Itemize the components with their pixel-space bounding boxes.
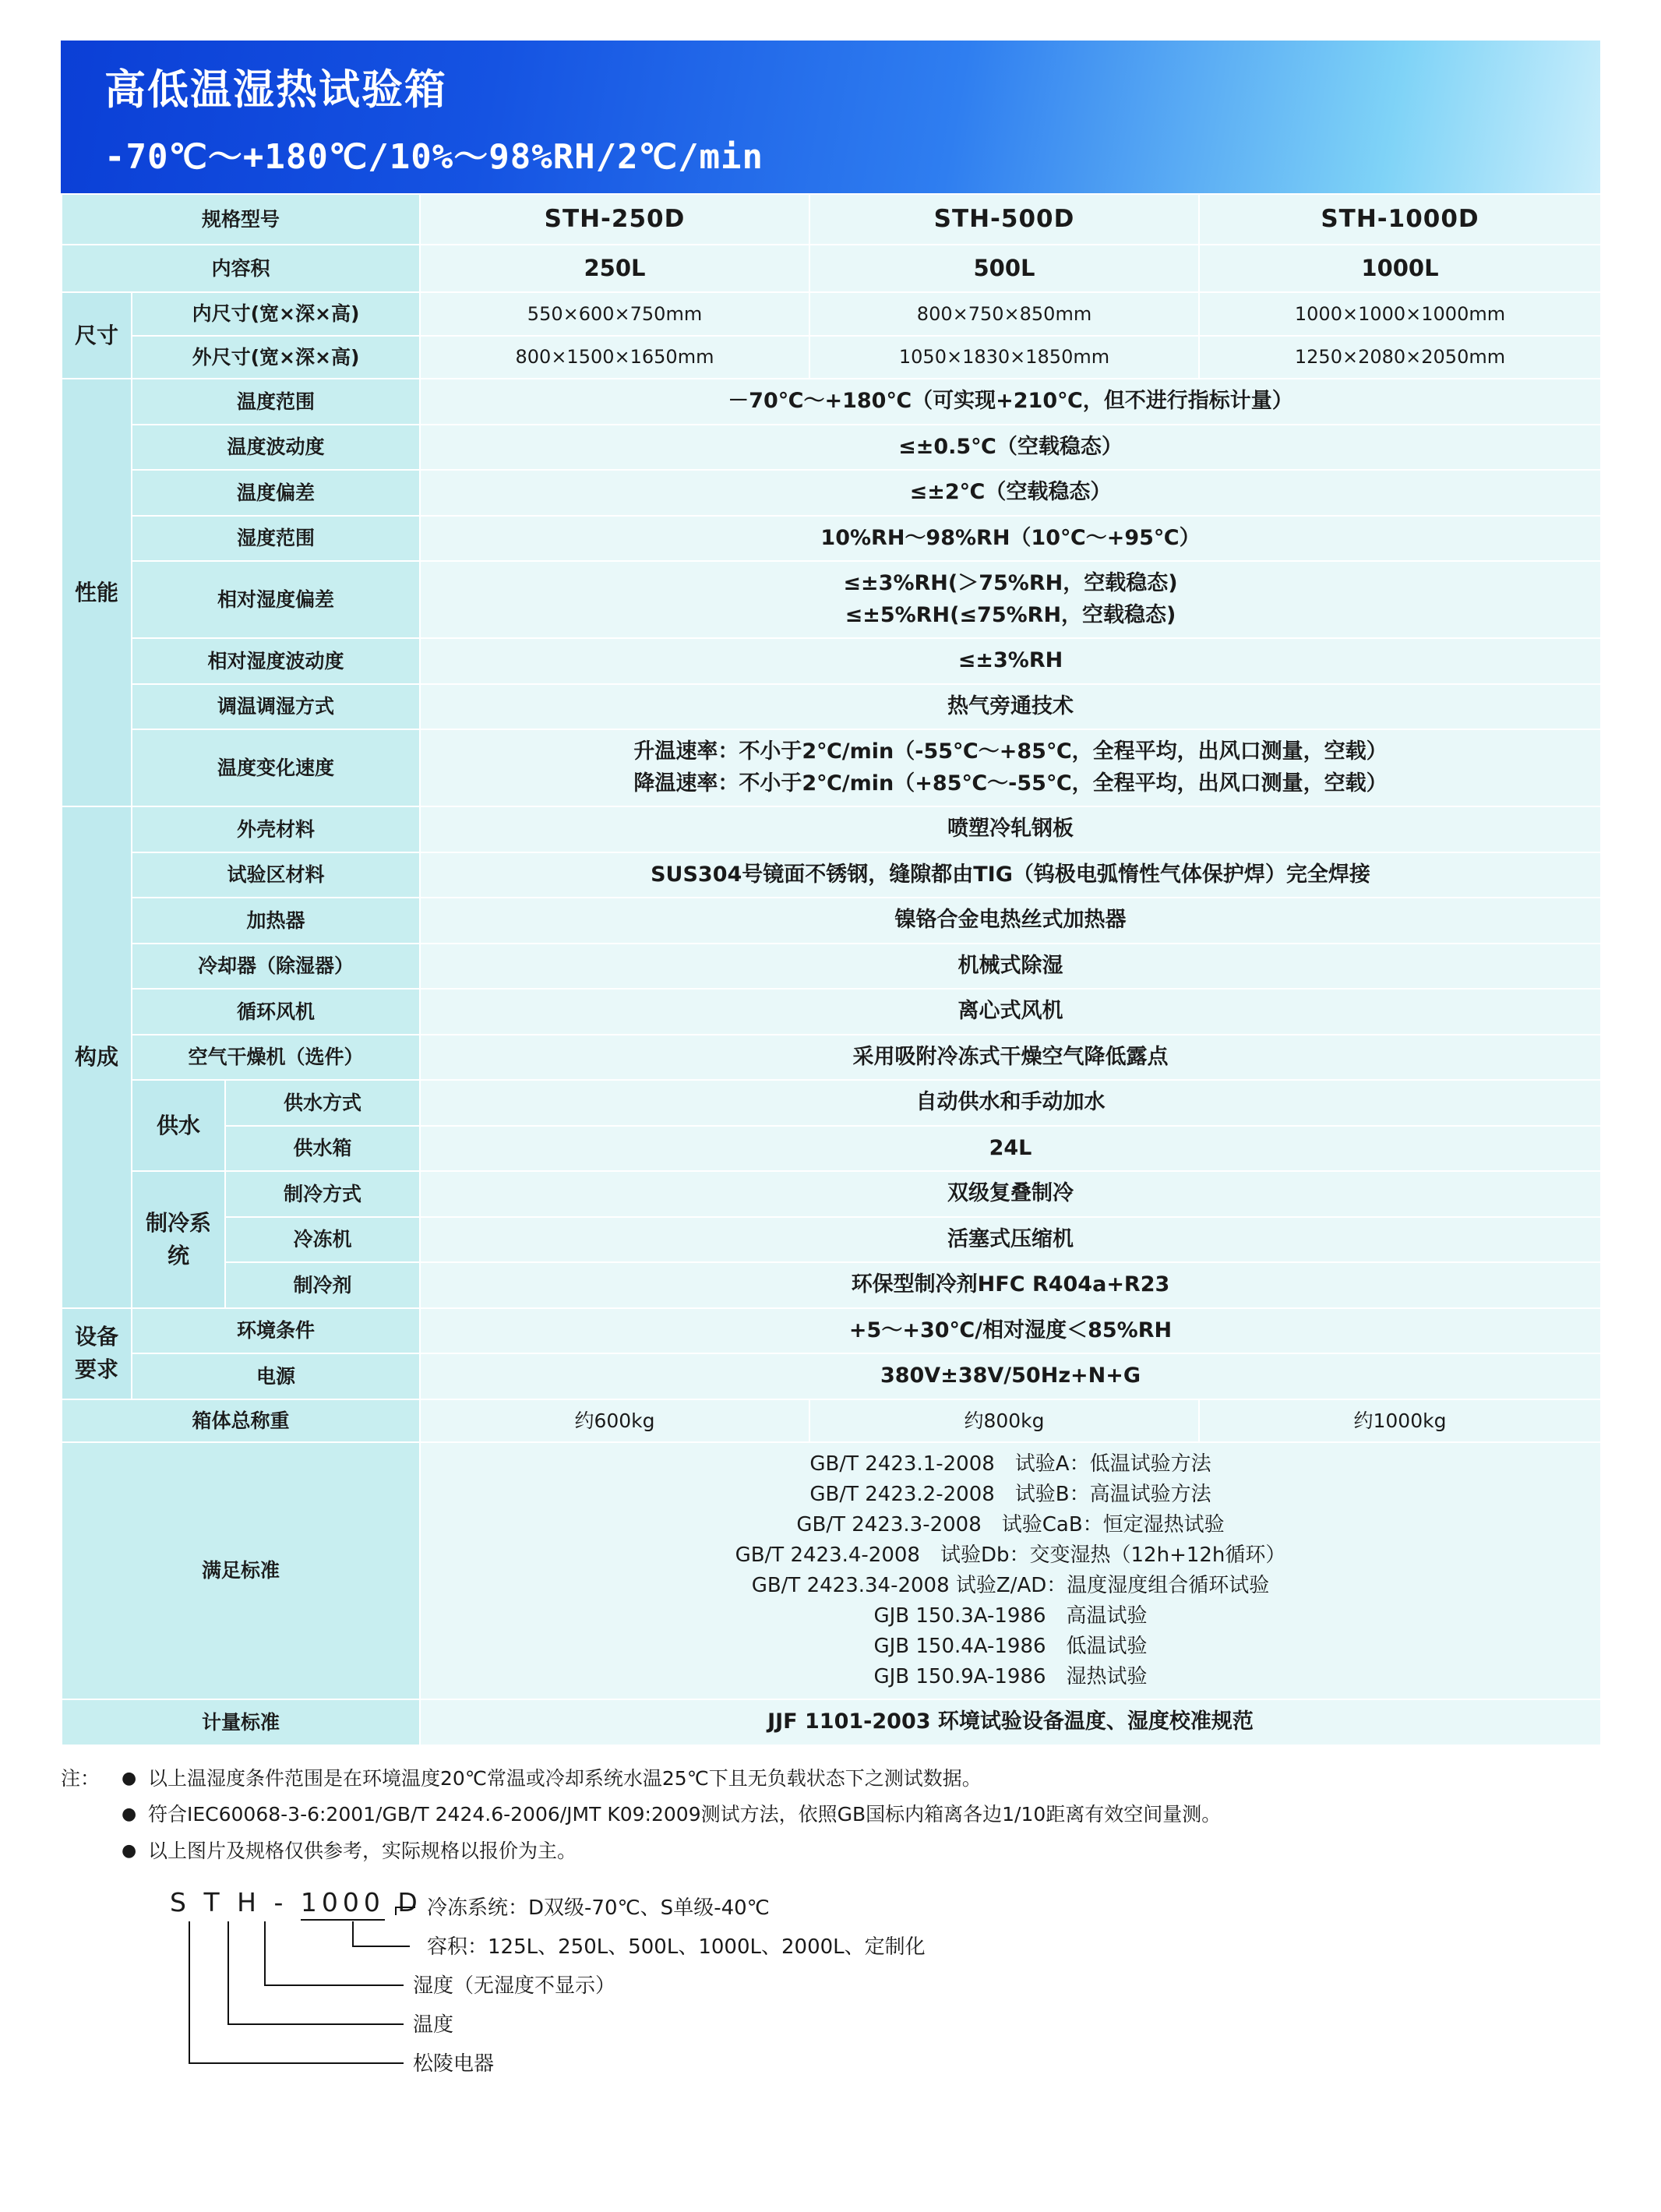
row-label-hum-dev: 相对湿度偏差 (132, 561, 420, 638)
cell-outer-size-250: 800×1500×1650mm (420, 336, 809, 379)
note-text: 以上温湿度条件范围是在环境温度20℃常温或冷却系统水温25℃下且无负载状态下之测试数据。 (148, 1766, 982, 1790)
decode-label-temperature: 温度 (413, 2013, 454, 2037)
code-part-h: H (237, 1887, 261, 1917)
code-part-volume: 1000 (301, 1887, 385, 1921)
row-label-temp-fluct: 温度波动度 (132, 425, 420, 471)
row-label-temp-dev: 温度偏差 (132, 470, 420, 516)
row-label-change-rate: 温度变化速度 (132, 729, 420, 806)
cell-inner-size-250: 550×600×750mm (420, 292, 809, 336)
row-label-water-tank: 供水箱 (225, 1126, 420, 1172)
cell-hum-fluct: ≤±3%RH (420, 638, 1601, 684)
cell-outer-size-500: 1050×1830×1850mm (809, 336, 1199, 379)
row-label-model: 规格型号 (62, 194, 420, 245)
cell-weight-1000: 约1000kg (1199, 1399, 1601, 1443)
cell-inner-size-1000: 1000×1000×1000mm (1199, 292, 1601, 336)
code-part-dash: - (273, 1887, 288, 1917)
cell-volume-500: 500L (809, 245, 1199, 293)
table-row (62, 379, 1601, 425)
note-row (61, 1763, 1600, 1795)
cell-temp-dev: ≤±2℃（空载稳态） (420, 470, 1601, 516)
cell-heater: 镍铬合金电热丝式加热器 (420, 898, 1601, 944)
cell-change-rate (420, 729, 1601, 806)
code-part-system: D (397, 1887, 422, 1917)
row-label-chamber: 试验区材料 (132, 852, 420, 898)
table-row (62, 1126, 1601, 1172)
row-label-control-mode: 调温调湿方式 (132, 684, 420, 730)
cell-refrig-mode: 双级复叠制冷 (420, 1171, 1601, 1217)
row-label-weight: 箱体总称重 (62, 1399, 420, 1443)
notes-block (61, 1763, 1600, 1868)
cell-weight-500: 约800kg (809, 1399, 1199, 1443)
standard-item: GB/T 2423.34-2008 试验Z/AD：温度湿度组合循环试验 (751, 1574, 1270, 1597)
note-text: 以上图片及规格仅供参考，实际规格以报价为主。 (148, 1839, 577, 1862)
cell-fan: 离心式风机 (420, 989, 1601, 1035)
cell-refrigerant: 环保型制冷剂HFC R404a+R23 (420, 1262, 1601, 1308)
bullet-icon: ● (122, 1840, 137, 1861)
cell-environment: +5～+30℃/相对湿度＜85%RH (420, 1308, 1601, 1354)
group-label-refrigeration: 制冷系统 (132, 1171, 225, 1308)
cell-temp-range: －70℃～+180℃（可实现+210℃，但不进行指标计量） (420, 379, 1601, 425)
cell-outer-size-1000: 1250×2080×2050mm (1199, 336, 1601, 379)
cell-power: 380V±38V/50Hz+N+G (420, 1353, 1601, 1399)
row-label-metrology: 计量标准 (62, 1699, 420, 1745)
row-label-outer-size: 外尺寸(宽×深×高) (132, 336, 420, 379)
group-label-water: 供水 (132, 1080, 225, 1171)
table-row (62, 1699, 1601, 1745)
row-label-inner-size: 内尺寸(宽×深×高) (132, 292, 420, 336)
table-row (62, 684, 1601, 730)
cell-hum-dev (420, 561, 1601, 638)
table-row (62, 561, 1601, 638)
note-text: 符合IEC60068-3-6:2001/GB/T 2424.6-2006/JMT K09:2009测试方法，依照GB国标内箱离各边1/10距离有效空间量测。 (148, 1803, 1222, 1826)
row-label-fan: 循环风机 (132, 989, 420, 1035)
specification-table (61, 193, 1602, 1746)
row-label-water-mode: 供水方式 (225, 1080, 420, 1126)
decode-label-system: 冷冻系统：D双级-70℃、S单级-40℃ (427, 1896, 770, 1920)
row-label-volume: 内容积 (62, 245, 420, 293)
table-row (62, 1308, 1601, 1354)
table-row (62, 425, 1601, 471)
decode-label-volume: 容积：125L、250L、500L、1000L、2000L、定制化 (427, 1935, 926, 1959)
decode-label-humidity: 湿度（无湿度不显示） (413, 1974, 616, 1998)
code-part-t: T (203, 1887, 224, 1917)
group-label-equipment: 设备要求 (62, 1308, 132, 1399)
cell-inner-size-500: 800×750×850mm (809, 292, 1199, 336)
cell-cooler: 机械式除湿 (420, 944, 1601, 990)
table-row (62, 638, 1601, 684)
bullet-icon: ● (122, 1805, 137, 1824)
cell-dryer: 采用吸附冷冻式干燥空气降低露点 (420, 1035, 1601, 1081)
standard-item: GJB 150.3A-1986 高温试验 (873, 1604, 1148, 1628)
row-label-cooler: 冷却器（除湿器） (132, 944, 420, 990)
note-row (61, 1836, 1600, 1868)
rate-line-1: 升温速率：不小于2℃/min（-55℃～+85℃，全程平均，出风口测量，空载） (633, 739, 1388, 764)
note-row (61, 1799, 1600, 1831)
table-row (62, 806, 1601, 852)
model-decode-diagram (61, 1887, 1600, 2076)
cell-weight-250: 约600kg (420, 1399, 809, 1443)
table-row (62, 1399, 1601, 1443)
rate-line-2: 降温速率：不小于2℃/min（+85℃～-55℃，全程平均，出风口测量，空载） (633, 771, 1388, 796)
cell-water-tank: 24L (420, 1126, 1601, 1172)
table-row (62, 1217, 1601, 1263)
product-title: 高低温湿热试验箱 (104, 66, 447, 114)
cell-model-250: STH-250D (420, 194, 809, 245)
product-banner (61, 41, 1600, 193)
standard-item: GB/T 2423.4-2008 试验Db：交变湿热（12h+12h循环） (735, 1543, 1286, 1567)
table-row (62, 989, 1601, 1035)
table-row (62, 1080, 1601, 1126)
cell-temp-fluct: ≤±0.5℃（空载稳态） (420, 425, 1601, 471)
cell-model-500: STH-500D (809, 194, 1199, 245)
row-label-hum-range: 湿度范围 (132, 516, 420, 562)
row-label-power: 电源 (132, 1353, 420, 1399)
notes-lead-label: 注： (61, 1766, 101, 1790)
bullet-icon: ● (122, 1768, 137, 1788)
group-label-size: 尺寸 (62, 292, 132, 379)
product-subtitle: -70℃～+180℃/10%～98%RH/2℃/min (104, 136, 764, 177)
cell-metrology: JJF 1101-2003 环境试验设备温度、湿度校准规范 (420, 1699, 1601, 1745)
group-label-structure: 构成 (62, 806, 132, 1308)
group-label-performance: 性能 (62, 379, 132, 806)
standard-item: GJB 150.4A-1986 低温试验 (873, 1635, 1148, 1658)
hum-dev-line-2: ≤±5%RH(≤75%RH，空载稳态) (845, 602, 1176, 627)
cell-standards (420, 1442, 1601, 1699)
row-label-standards: 满足标准 (62, 1442, 420, 1699)
table-row (62, 194, 1601, 245)
cell-volume-250: 250L (420, 245, 809, 293)
row-label-refrigerant: 制冷剂 (225, 1262, 420, 1308)
table-row (62, 470, 1601, 516)
cell-volume-1000: 1000L (1199, 245, 1601, 293)
table-row (62, 1262, 1601, 1308)
standard-item: GB/T 2423.3-2008 试验CaB：恒定湿热试验 (796, 1513, 1225, 1536)
table-row (62, 292, 1601, 336)
table-row (62, 944, 1601, 990)
cell-chamber: SUS304号镜面不锈钢，缝隙都由TIG（钨极电弧惰性气体保护焊）完全焊接 (420, 852, 1601, 898)
row-label-hum-fluct: 相对湿度波动度 (132, 638, 420, 684)
code-part-s: S (170, 1887, 191, 1917)
row-label-compressor: 冷冻机 (225, 1217, 420, 1263)
table-row (62, 245, 1601, 293)
cell-water-mode: 自动供水和手动加水 (420, 1080, 1601, 1126)
cell-shell: 喷塑冷轧钢板 (420, 806, 1601, 852)
row-label-environment: 环境条件 (132, 1308, 420, 1354)
cell-compressor: 活塞式压缩机 (420, 1217, 1601, 1263)
table-row (62, 852, 1601, 898)
cell-model-1000: STH-1000D (1199, 194, 1601, 245)
standard-item: GB/T 2423.2-2008 试验B：高温试验方法 (809, 1483, 1211, 1506)
row-label-heater: 加热器 (132, 898, 420, 944)
row-label-shell: 外壳材料 (132, 806, 420, 852)
table-row (62, 336, 1601, 379)
table-row (62, 516, 1601, 562)
table-row (62, 1035, 1601, 1081)
row-label-temp-range: 温度范围 (132, 379, 420, 425)
standard-item: GJB 150.9A-1986 湿热试验 (873, 1665, 1148, 1688)
table-row (62, 1442, 1601, 1699)
leader-lines (61, 1887, 1600, 2070)
cell-control-mode: 热气旁通技术 (420, 684, 1601, 730)
row-label-dryer: 空气干燥机（选件） (132, 1035, 420, 1081)
standard-item: GB/T 2423.1-2008 试验A：低温试验方法 (809, 1452, 1211, 1476)
row-label-refrig-mode: 制冷方式 (225, 1171, 420, 1217)
table-row (62, 898, 1601, 944)
hum-dev-line-1: ≤±3%RH(＞75%RH，空载稳态) (843, 571, 1178, 595)
cell-hum-range: 10%RH～98%RH（10℃～+95℃） (420, 516, 1601, 562)
table-row (62, 1353, 1601, 1399)
table-row (62, 729, 1601, 806)
decode-label-brand: 松陵电器 (413, 2052, 495, 2076)
table-row (62, 1171, 1601, 1217)
